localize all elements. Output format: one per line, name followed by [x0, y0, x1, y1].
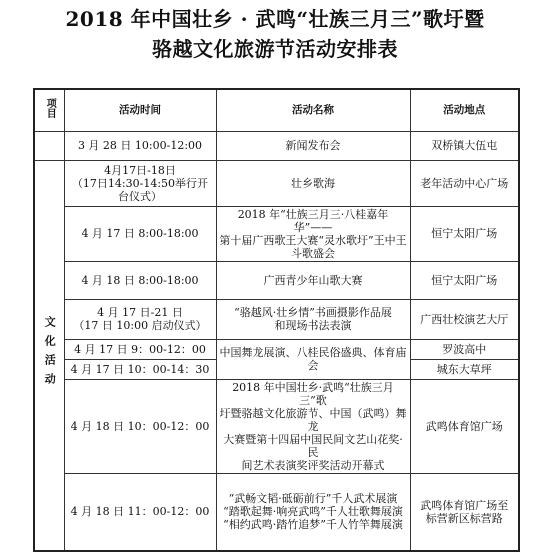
table-row [34, 206, 519, 261]
row-time: 4 月 17 日 10：00-14：30 [64, 359, 216, 379]
row-place: 恒宁太阳广场 [410, 206, 519, 261]
row-time: 4 月 17 日 9：00-12：00 [64, 339, 216, 359]
row-name: “骆越风·壮乡情”书画摄影作品展 和现场书法表演 [216, 299, 410, 339]
row-place: 恒宁太阳广场 [410, 261, 519, 299]
row-place: 双桥镇大伍屯 [410, 131, 519, 160]
row-place: 老年活动中心广场 [410, 160, 519, 206]
row-place: 城东大草坪 [410, 359, 519, 379]
header-place: 活动地点 [410, 89, 519, 131]
row-name: 广西青少年山歌大赛 [216, 261, 410, 299]
row-place: 罗波高中 [410, 339, 519, 359]
title-line-1: 2018 年中国壮乡 · 武鸣“壮族三月三”歌圩暨 [65, 7, 485, 31]
row-name: 新闻发布会 [216, 131, 410, 160]
header-item: 项目 [34, 89, 64, 131]
row-time: 4月17日-18日 （17日14:30-14:50举行开 台仪式） [64, 160, 216, 206]
table-row [34, 379, 519, 473]
row-name: “武畅文韬·砥砺前行”千人武术展演 “踏歌起舞·响亮武鸣”千人壮歌舞展演 “相约武鸣·踏竹追梦”千人竹竿舞展演 [216, 473, 410, 551]
row-place: 武鸣体育馆广场至 标营新区标营路 [410, 473, 519, 551]
row-time: 3 月 28 日 10:00-12:00 [64, 131, 216, 160]
schedule-table [33, 88, 520, 552]
row-name: 2018 年“壮族三月三·八桂嘉年华”—— 第十届广西歌王大赛“灵水歌圩”王中王 斗歌盛会 [216, 206, 410, 261]
row-time: 4 月 18 日 11：00-12：00 [64, 473, 216, 551]
title-line-2: 骆越文化旅游节活动安排表 [152, 37, 398, 61]
row-place: 广西壮校演艺大厅 [410, 299, 519, 339]
row-name: 2018 年中国壮乡·武鸣“壮族三月三”歌 圩暨骆越文化旅游节、中国（武鸣）舞龙 大赛暨第十四届中国民间文艺山花奖·民 间艺术表演奖评奖活动开幕式 [216, 379, 410, 473]
row-name-merged: 中国舞龙展演、八桂民俗盛典、体育庙会 [216, 339, 410, 379]
table-row [34, 473, 519, 551]
table-row [34, 160, 519, 206]
row-name: 壮乡歌海 [216, 160, 410, 206]
row-time: 4 月 18 日 8:00-18:00 [64, 261, 216, 299]
table-row [34, 131, 519, 160]
table-row [34, 339, 519, 359]
table-row [34, 299, 519, 339]
header-row [34, 89, 519, 131]
header-name: 活动名称 [216, 89, 410, 131]
table-row [34, 261, 519, 299]
category-cell: 文化活动 [34, 160, 64, 551]
row-time: 4 月 17 日-21 日 （17 日 10:00 启动仪式） [64, 299, 216, 339]
row-place: 武鸣体育馆广场 [410, 379, 519, 473]
header-time: 活动时间 [64, 89, 216, 131]
category-blank [34, 131, 64, 160]
row-time: 4 月 18 日 10：00-12：00 [64, 379, 216, 473]
row-time: 4 月 17 日 8:00-18:00 [64, 206, 216, 261]
